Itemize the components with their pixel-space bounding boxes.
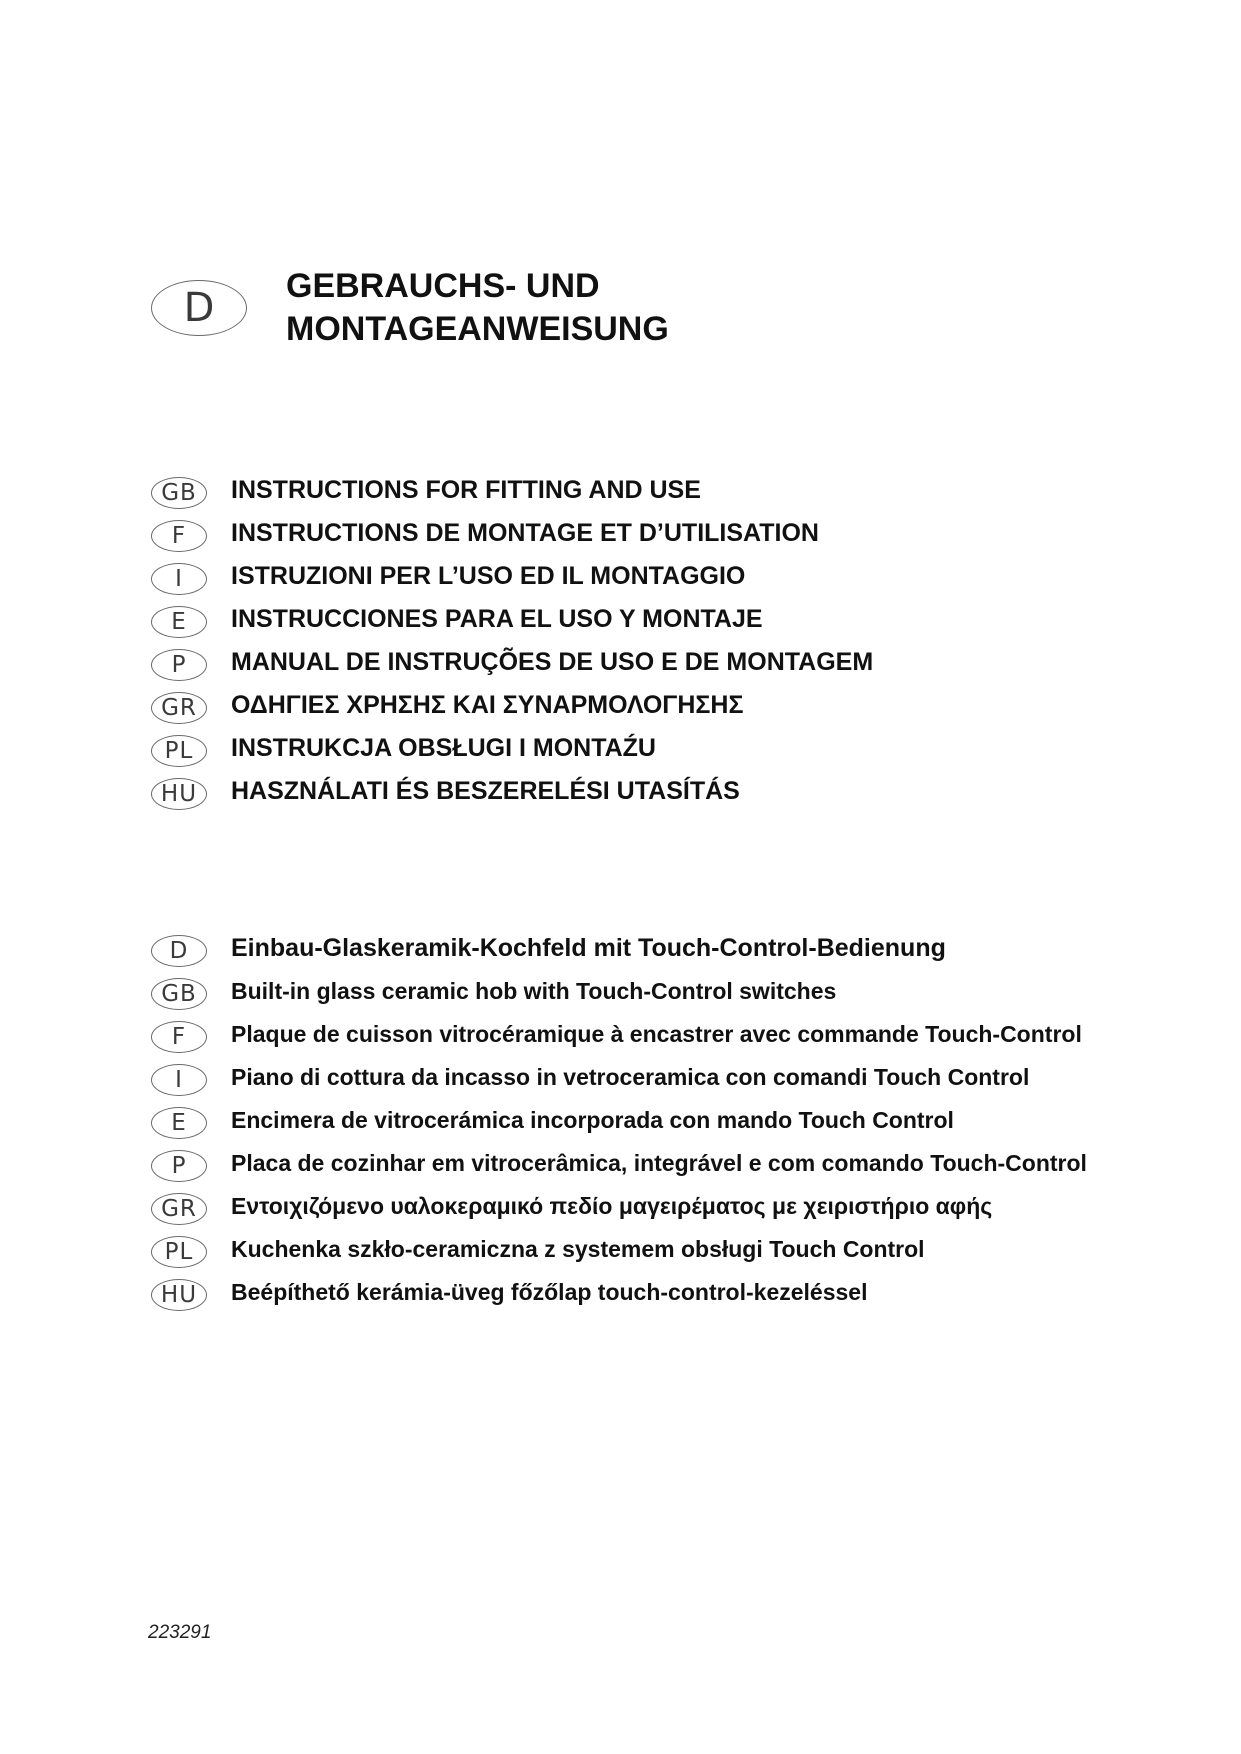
language-badge-pl: PL <box>151 1236 207 1268</box>
language-badge-p: P <box>151 649 207 681</box>
product-description-gb: Built-in glass ceramic hob with Touch-Control switches <box>231 978 837 1004</box>
language-badge-gb: GB <box>151 477 207 509</box>
instruction-title-p: MANUAL DE INSTRUÇÕES DE USO E DE MONTAGEM <box>231 648 874 676</box>
language-badge-gb: GB <box>151 978 207 1010</box>
product-description-gr: Εντοιχιζόμενο υαλοκεραμικό πεδίο μαγειρέματος με χειριστήριο αφής <box>231 1193 993 1219</box>
language-badge-pl: PL <box>151 735 207 767</box>
product-description-p: Placa de cozinhar em vitrocerâmica, integrável e com comando Touch-Control <box>231 1150 1087 1176</box>
instruction-title-pl: INSTRUKCJA OBSŁUGI I MONTAŹU <box>231 734 656 762</box>
language-badge-d: D <box>151 280 247 336</box>
language-badge-e: E <box>151 606 207 638</box>
language-badge-e: E <box>151 1107 207 1139</box>
page-title-line-1: GEBRAUCHS- UND <box>286 267 600 305</box>
language-badge-hu: HU <box>151 1279 207 1311</box>
language-badge-gr: GR <box>151 692 207 724</box>
instruction-title-i: ISTRUZIONI PER L’USO ED IL MONTAGGIO <box>231 562 746 590</box>
instruction-title-gr: ΟΔΗΓΙΕΣ ΧΡΗΣΗΣ ΚΑΙ ΣΥΝΑΡΜΟΛΟΓΗΣΗΣ <box>231 691 744 719</box>
language-badge-d: D <box>151 935 207 967</box>
instruction-title-f: INSTRUCTIONS DE MONTAGE ET D’UTILISATION <box>231 519 819 547</box>
language-badge-p: P <box>151 1150 207 1182</box>
language-badge-f: F <box>151 1021 207 1053</box>
language-badge-gr: GR <box>151 1193 207 1225</box>
instruction-title-e: INSTRUCCIONES PARA EL USO Y MONTAJE <box>231 605 763 633</box>
product-description-d: Einbau-Glaskeramik-Kochfeld mit Touch-Control-Bedienung <box>231 934 946 962</box>
product-description-hu: Beépíthető kerámia-üveg főzőlap touch-control-kezeléssel <box>231 1279 868 1305</box>
language-badge-f: F <box>151 520 207 552</box>
instruction-title-gb: INSTRUCTIONS FOR FITTING AND USE <box>231 476 701 504</box>
document-number: 223291 <box>148 1622 212 1643</box>
page-title-line-2: MONTAGEANWEISUNG <box>286 310 669 348</box>
product-description-pl: Kuchenka szkło-ceramiczna z systemem obsługi Touch Control <box>231 1236 925 1262</box>
product-description-i: Piano di cottura da incasso in vetroceramica con comandi Touch Control <box>231 1064 1030 1090</box>
language-badge-i: I <box>151 1064 207 1096</box>
page-title <box>286 265 669 351</box>
language-badge-i: I <box>151 563 207 595</box>
instruction-title-hu: HASZNÁLATI ÉS BESZERELÉSI UTASÍTÁS <box>231 777 740 805</box>
product-description-f: Plaque de cuisson vitrocéramique à encastrer avec commande Touch-Control <box>231 1021 1082 1047</box>
product-description-e: Encimera de vitrocerámica incorporada con mando Touch Control <box>231 1107 954 1133</box>
language-badge-hu: HU <box>151 778 207 810</box>
